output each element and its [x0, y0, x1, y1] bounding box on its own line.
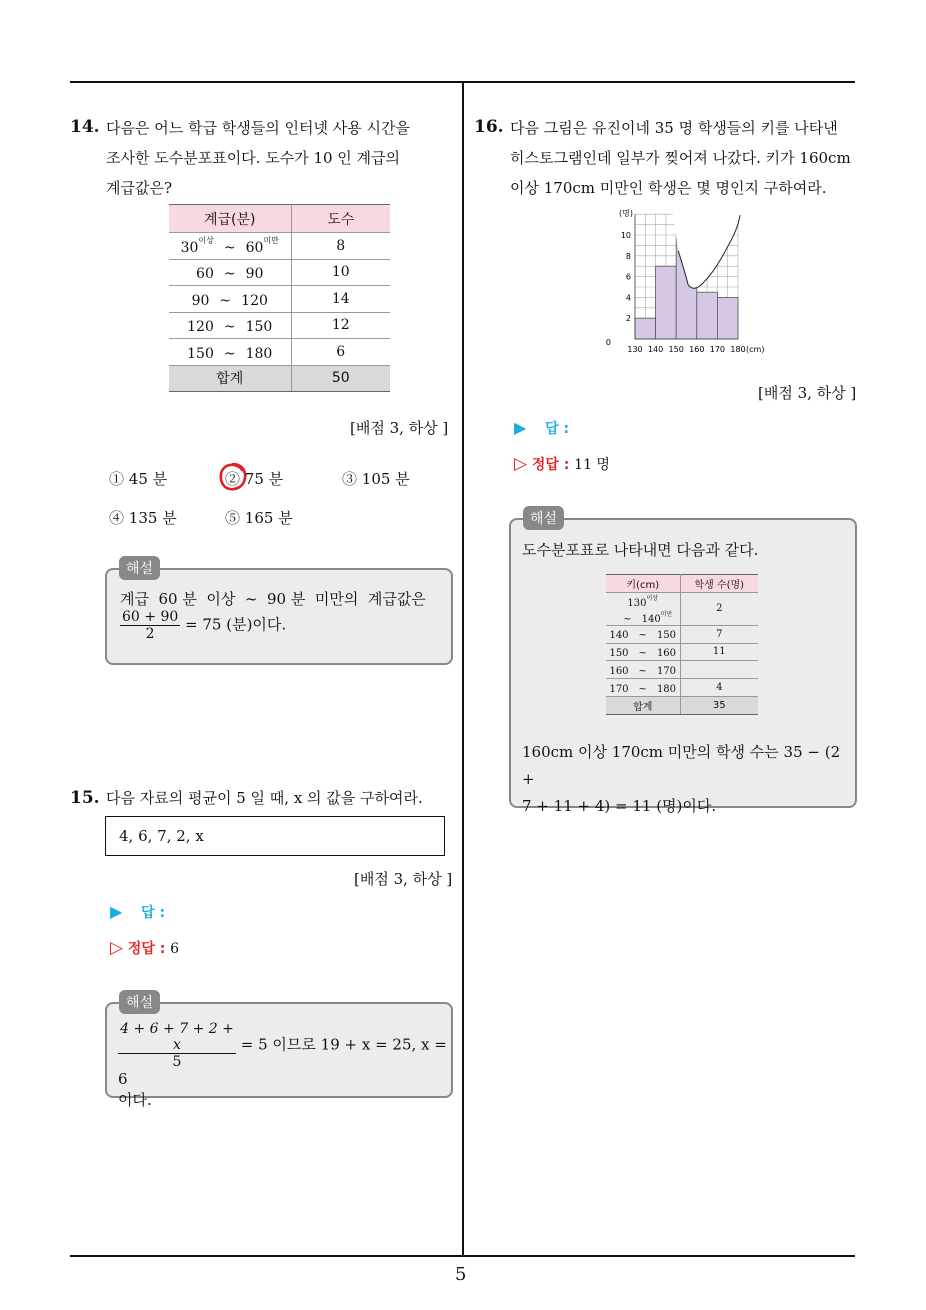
interval-high: 150	[656, 630, 677, 642]
q14-score: [배점 3, 하상 ]	[350, 419, 449, 437]
table-header: 도수	[291, 205, 390, 233]
interval-low: 130	[627, 597, 647, 609]
fraction-numerator: 4 + 6 + 7 + 2 + x	[118, 1021, 236, 1054]
q14-line: 계급값은?	[106, 179, 173, 197]
height-histogram	[590, 204, 780, 359]
q14-question	[106, 113, 456, 203]
choice-text: 105 분	[361, 470, 410, 488]
x-tick-label: 130	[627, 345, 643, 354]
q14-solution-text	[120, 588, 445, 642]
interval-sep: ~	[219, 292, 232, 309]
interval-high-note: 미만	[660, 610, 673, 618]
solution-line	[118, 1021, 448, 1088]
frequency-cell: 11	[680, 643, 758, 661]
fraction-denominator: 5	[172, 1054, 182, 1070]
class-interval	[606, 679, 680, 697]
table-row	[606, 679, 758, 697]
table-row	[169, 259, 390, 286]
table-row	[169, 286, 390, 313]
correct-label: 정답 :	[127, 941, 166, 957]
histogram-bar	[717, 297, 738, 339]
q14-line: 다음은 어느 학급 학생들의 인터넷 사용 시간을	[106, 119, 410, 137]
interval-sep: ~	[223, 266, 236, 283]
q16-frequency-table	[606, 574, 758, 715]
choice-mark: ①	[109, 470, 125, 488]
y-tick-label: 8	[625, 251, 631, 261]
table-row	[606, 661, 758, 679]
y-axis-label: (명)	[619, 209, 633, 219]
solution-line: 160cm 이상 170cm 미만의 학생 수는 35 − (2 +	[522, 743, 841, 788]
q16-answer-row	[514, 418, 569, 438]
page-number: 5	[455, 1264, 467, 1285]
q14-number: 14.	[70, 117, 100, 137]
class-interval	[169, 259, 291, 286]
table-header: 계급(분)	[169, 205, 291, 233]
frequency-cell	[680, 661, 758, 679]
q15-data-box	[105, 816, 445, 856]
frequency-cell: 8	[291, 233, 390, 260]
q16-line: 히스토그램인데 일부가 찢어져 나갔다. 키가 160cm	[510, 149, 851, 167]
x-axis-label: (cm)	[746, 345, 765, 354]
interval-high: 180	[245, 345, 273, 362]
interval-sep: ~	[638, 647, 647, 659]
choice-mark: ④	[109, 509, 125, 527]
correct-value: 11 명	[574, 457, 610, 473]
y-tick-label: 2	[625, 314, 631, 324]
choice-text: 165 분	[244, 509, 293, 527]
hollow-arrow-icon: ▷	[514, 454, 528, 474]
frequency-cell: 2	[680, 592, 758, 625]
q14-choice-5[interactable]	[225, 507, 293, 528]
interval-sep: ~	[223, 240, 236, 257]
histogram-bar	[635, 318, 656, 339]
class-interval	[606, 625, 680, 643]
interval-low: 30	[180, 240, 199, 257]
frequency-cell: 7	[680, 625, 758, 643]
interval-low-note: 이상	[646, 594, 659, 602]
y-tick-label: 4	[625, 293, 631, 303]
q14-frequency-table	[169, 204, 390, 392]
x-tick-label: 180	[730, 345, 746, 354]
interval-sep: ~	[638, 683, 647, 695]
interval-low: 60	[196, 266, 214, 283]
class-interval	[606, 661, 680, 679]
table-total-value: 35	[680, 696, 758, 714]
class-interval	[169, 233, 291, 260]
x-tick-label: 160	[689, 345, 705, 354]
interval-low: 160	[609, 665, 629, 677]
y-tick-label: 6	[625, 272, 631, 282]
choice-mark: ⑤	[225, 509, 241, 527]
solution-fraction	[118, 1021, 236, 1070]
interval-high: 180	[656, 683, 677, 695]
q16-solution-text	[522, 739, 852, 820]
q16-correct-row	[514, 454, 610, 474]
table-row	[169, 233, 390, 260]
x-tick-label: 140	[647, 345, 664, 354]
table-row	[606, 592, 758, 625]
histogram-bar	[697, 292, 718, 339]
solution-line: 이다.	[118, 1091, 152, 1109]
choice-text: 135 분	[128, 509, 177, 527]
bottom-rule	[70, 1255, 855, 1257]
interval-low: 120	[187, 319, 214, 336]
class-interval	[169, 312, 291, 339]
q14-line: 조사한 도수분포표이다. 도수가 10 인 계급의	[106, 149, 401, 167]
table-row	[169, 339, 390, 366]
frequency-cell: 4	[680, 679, 758, 697]
interval-high: 90	[245, 266, 264, 283]
fraction-numerator: 60 + 90	[122, 609, 179, 625]
fraction-denominator: 2	[145, 626, 155, 642]
q15-solution-tag: 해설	[119, 990, 160, 1014]
interval-high: 60	[245, 240, 264, 257]
choice-mark: ②	[225, 470, 241, 488]
histogram-bar	[656, 266, 677, 339]
class-interval	[606, 592, 680, 625]
q16-question	[510, 113, 860, 203]
frequency-cell: 10	[291, 259, 390, 286]
q16-line: 다음 그림은 유진이네 35 명 학생들의 키를 나타낸	[510, 119, 838, 137]
solution-line: 계급 60 분 이상 ~ 90 분 미만의 계급값은	[120, 590, 426, 608]
q14-choice-3[interactable]	[342, 468, 410, 489]
choice-text: 75 분	[244, 470, 284, 488]
table-total-label: 합계	[606, 696, 680, 714]
table-header: 학생 수(명)	[680, 575, 758, 593]
answer-label: 답 :	[141, 905, 166, 921]
interval-low: 170	[609, 683, 629, 695]
answer-label: 답 :	[545, 421, 570, 437]
correct-value: 6	[170, 941, 180, 957]
interval-sep: ~	[638, 630, 647, 642]
table-row	[606, 625, 758, 643]
frequency-cell: 6	[291, 339, 390, 366]
solution-line	[120, 609, 445, 642]
interval-sep: ~	[623, 613, 632, 625]
interval-high: 150	[245, 319, 273, 336]
q15-question: 다음 자료의 평균이 5 일 때, x 의 값을 구하여라.	[106, 789, 423, 807]
interval-sep: ~	[223, 319, 236, 336]
x-tick-label: 170	[709, 345, 726, 354]
x-tick-label: 150	[668, 345, 684, 354]
q16-score: [배점 3, 하상 ]	[758, 384, 857, 402]
solution-rest: = 5 이므로 19 + x = 25, x = 6	[118, 1035, 447, 1088]
column-divider	[462, 82, 464, 1256]
class-interval	[169, 286, 291, 313]
table-header: 키(cm)	[606, 575, 680, 593]
solution-fraction	[120, 609, 180, 642]
q15-correct-row	[110, 938, 179, 958]
y-tick-label: 10	[620, 231, 631, 240]
interval-high: 140	[641, 613, 661, 625]
q14-choice-4[interactable]	[109, 507, 177, 528]
table-row	[606, 643, 758, 661]
q14-solution-tag: 해설	[119, 556, 160, 580]
choice-text: 45 분	[128, 470, 168, 488]
play-arrow-icon: ▶	[110, 902, 123, 921]
frequency-cell: 12	[291, 312, 390, 339]
q16-number: 16.	[474, 117, 504, 137]
interval-low: 150	[609, 647, 629, 659]
table-total-label: 합계	[169, 365, 291, 392]
class-interval	[606, 643, 680, 661]
solution-rest: = 75 (분)이다.	[185, 615, 287, 634]
interval-high-note: 미만	[263, 236, 279, 246]
hollow-arrow-icon: ▷	[110, 938, 124, 958]
correct-label: 정답 :	[531, 457, 570, 473]
interval-low: 140	[609, 630, 629, 642]
q15-answer-row	[110, 902, 165, 922]
q16-line: 이상 170cm 미만인 학생은 몇 명인지 구하여라.	[510, 179, 827, 197]
answer-circle-icon	[217, 461, 249, 493]
table-total-value: 50	[291, 365, 390, 392]
q15-solution-text	[118, 1021, 448, 1110]
play-arrow-icon: ▶	[514, 418, 527, 437]
q14-choice-1[interactable]	[109, 468, 167, 489]
frequency-cell: 14	[291, 286, 390, 313]
interval-sep: ~	[223, 345, 236, 362]
choice-mark: ③	[342, 470, 358, 488]
interval-high: 170	[656, 665, 677, 677]
solution-line: 7 + 11 + 4) = 11 (명)이다.	[522, 797, 717, 815]
interval-high: 160	[656, 647, 677, 659]
q15-score: [배점 3, 하상 ]	[354, 870, 453, 888]
table-row	[169, 312, 390, 339]
interval-low: 150	[187, 345, 214, 362]
q15-number: 15.	[70, 788, 100, 808]
interval-low-note: 이상	[198, 236, 214, 246]
interval-low: 90	[191, 292, 210, 309]
q16-solution-tag: 해설	[523, 506, 564, 530]
q15-data: 4, 6, 7, 2, x	[119, 827, 204, 845]
class-interval	[169, 339, 291, 366]
interval-high: 120	[241, 292, 268, 309]
interval-sep: ~	[638, 665, 647, 677]
y-tick-label: 0	[605, 338, 611, 347]
q16-solution-line: 도수분포표로 나타내면 다음과 같다.	[522, 541, 759, 559]
